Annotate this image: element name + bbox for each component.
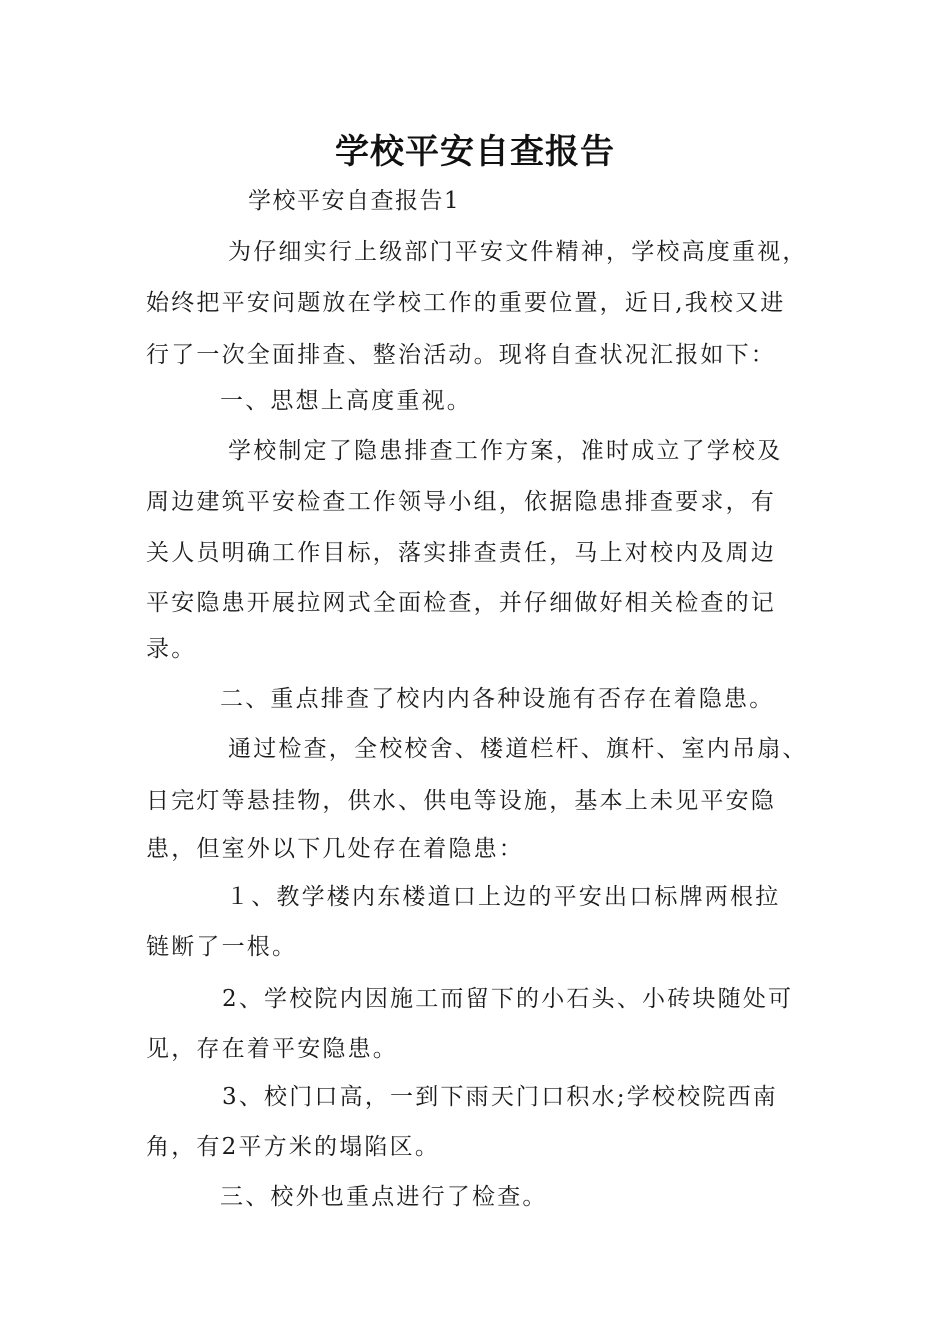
paragraph-line: 为仔细实行上级部门平安文件精神，学校高度重视， bbox=[228, 239, 808, 265]
section-heading: 三、校外也重点进行了检查。 bbox=[220, 1184, 548, 1210]
paragraph-line: 行了一次全面排查、整治活动。现将自查状况汇报如下： bbox=[146, 342, 776, 368]
list-item: 2、学校院内因施工而留下的小石头、小砖块随处可 bbox=[222, 986, 794, 1012]
document-subtitle: 学校平安自查报告1 bbox=[248, 188, 461, 214]
paragraph-line: 录。 bbox=[146, 636, 197, 662]
paragraph-line: 周边建筑平安检查工作领导小组，依据隐患排查要求，有 bbox=[146, 489, 776, 515]
document-title: 学校平安自查报告 bbox=[335, 132, 615, 172]
paragraph-line: 见，存在着平安隐患。 bbox=[146, 1036, 398, 1062]
paragraph-line: 角，有2平方米的塌陷区。 bbox=[146, 1134, 441, 1160]
paragraph-line: 关人员明确工作目标，落实排查责任，马上对校内及周边 bbox=[146, 540, 776, 566]
paragraph-line: 患，但室外以下几处存在着隐患： bbox=[146, 836, 524, 862]
paragraph-line: 链断了一根。 bbox=[146, 934, 298, 960]
list-item: 3、校门口高，一到下雨天门口积水;学校校院西南 bbox=[222, 1084, 778, 1110]
paragraph-line: 学校制定了隐患排查工作方案，准时成立了学校及 bbox=[228, 438, 783, 464]
paragraph-line: 日完灯等悬挂物，供水、供电等设施，基本上未见平安隐 bbox=[146, 788, 776, 814]
paragraph-line: 始终把平安问题放在学校工作的重要位置，近日,我校又进 bbox=[146, 290, 786, 316]
list-item: １、教学楼内东楼道口上边的平安出口标牌两根拉 bbox=[226, 884, 781, 910]
section-heading: 二、重点排查了校内内各种设施有否存在着隐患。 bbox=[220, 686, 775, 712]
section-heading: 一、思想上高度重视。 bbox=[220, 388, 472, 414]
paragraph-line: 通过检查，全校校舍、楼道栏杆、旗杆、室内吊扇、 bbox=[228, 736, 808, 762]
paragraph-line: 平安隐患开展拉网式全面检查，并仔细做好相关检查的记 bbox=[146, 590, 776, 616]
